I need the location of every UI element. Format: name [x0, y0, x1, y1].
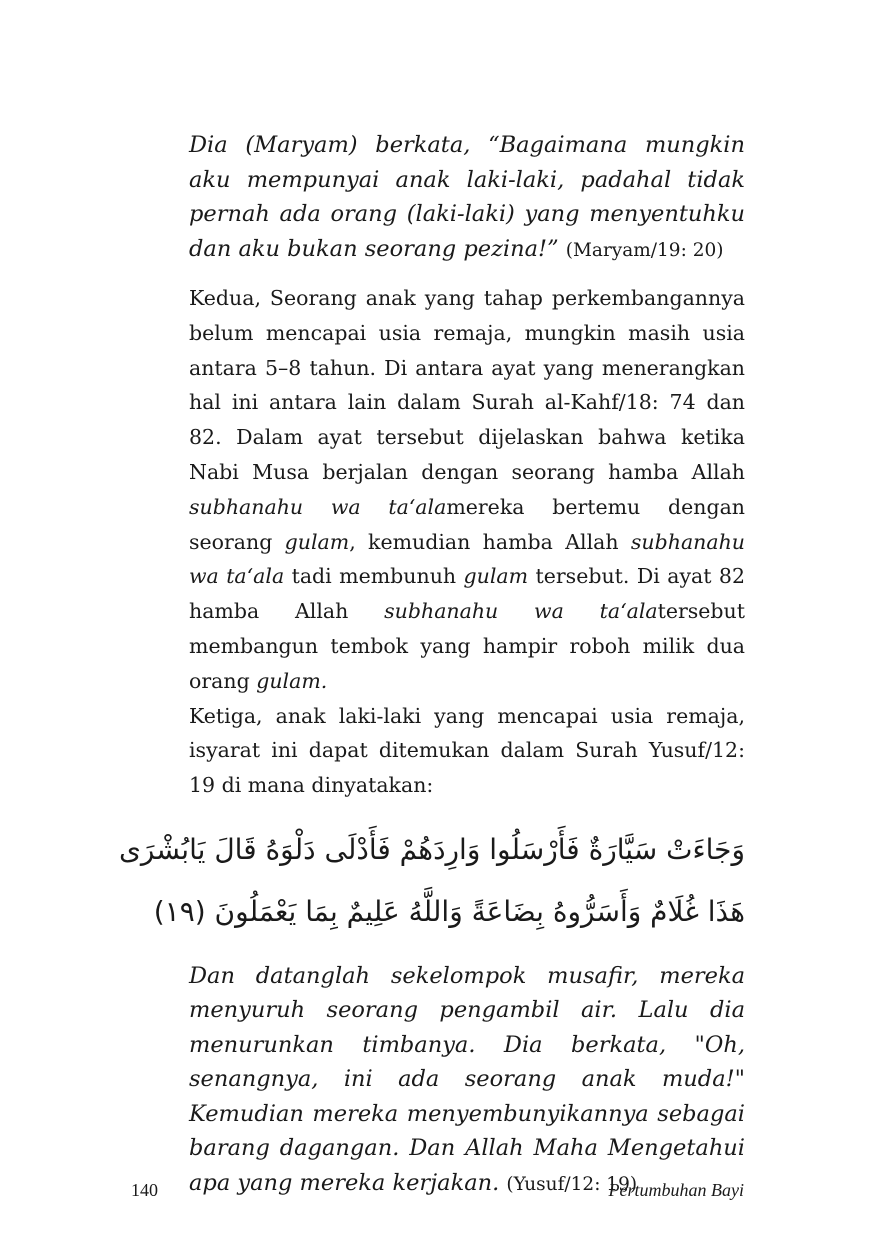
text-segment: tersebut. Di ayat 82 hamba Allah	[189, 564, 746, 624]
verse-reference: (Maryam/19: 20)	[565, 239, 724, 261]
arabic-line-2: هَذَا غُلَامٌ وَأَسَرُّوهُ بِضَاعَةً وَاللَّهُ عَلِيمٌ بِمَا يَعْمَلُونَ (١٩)	[153, 894, 745, 928]
verse-reference: (Yusuf/12: 19)	[506, 1173, 638, 1195]
paragraph-kedua	[189, 281, 745, 699]
quote-text: Dan datanglah sekelompok musafir, mereka menyuruh seorang pengambil air. Lalu dia menurunkan timbanya. Dia berkata, "Oh, senangnya, ini ada seorang anak muda!" Kemudian mereka menyembunyikannya sebagai barang dagangan. Dan Allah Maha Mengetahui apa yang mereka kerjakan.	[189, 962, 745, 1196]
text-segment: Kedua, Seorang anak yang tahap perkembangannya belum mencapai usia remaja, mungkin masih usia antara 5–8 tahun. Di antara ayat yang menerangkan hal ini antara lain dalam Surah al-Kahf/18: 74 dan 82. Dalam ayat tersebut dijelaskan bahwa ketika Nabi Musa berjalan dengan seorang hamba Allah	[189, 286, 745, 484]
text-segment: tadi membunuh	[284, 564, 464, 589]
page-number: 140	[131, 1180, 158, 1200]
running-title: Pertumbuhan Bayi	[608, 1180, 744, 1200]
italic-term: subhanahu wa ta‘ala	[384, 599, 658, 624]
text-segment: , kemudian hamba Allah	[349, 529, 631, 554]
italic-term: gulam	[284, 529, 350, 554]
text-segment: mereka bertemu dengan seorang	[189, 494, 745, 554]
italic-term: subhanahu wa ta‘ala	[189, 494, 447, 519]
italic-term: gulam	[463, 564, 529, 589]
text-segment: tersebut membangun tembok yang hampir roboh milik dua orang	[189, 599, 745, 693]
italic-term: gulam.	[256, 668, 328, 693]
quran-translation-maryam	[189, 128, 745, 268]
italic-term: subhanahu wa ta‘ala	[189, 529, 745, 589]
paragraph-ketiga: Ketiga, anak laki-laki yang mencapai usia remaja, isyarat ini dapat ditemukan dalam Surah Yusuf/12: 19 di mana dinyatakan:	[189, 703, 745, 798]
quran-translation-yusuf	[189, 959, 745, 1203]
quote-text: Dia (Maryam) berkata, “Bagaimana mungkin aku mempunyai anak laki-laki, padahal tidak pernah ada orang (laki-laki) yang menyentuhku dan aku bukan seorang pezina!”	[189, 132, 745, 262]
arabic-verse	[118, 819, 745, 943]
arabic-line-1: وَجَاءَتْ سَيَّارَةٌ فَأَرْسَلُوا وَارِدَهُمْ فَأَدْلَى دَلْوَهُ قَالَ يَابُشْرَى	[118, 832, 745, 866]
